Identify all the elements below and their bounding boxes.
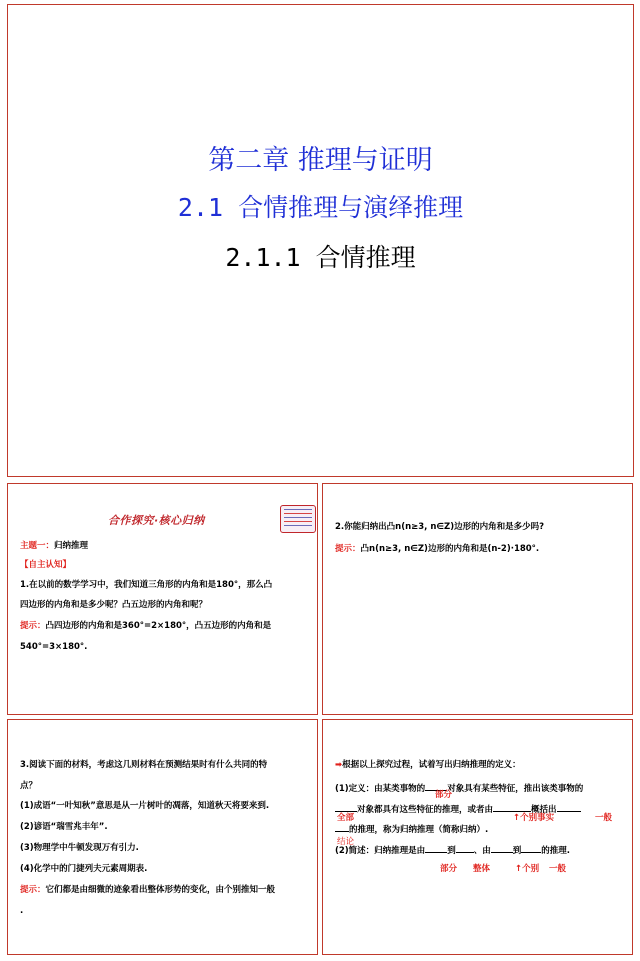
material-item-1: (1)成语“一叶知秋”意思是从一片树叶的凋落，知道秋天将要来到.	[20, 801, 270, 811]
answer-whole: 全部	[337, 813, 355, 823]
answer-individual-facts: ↑个别事实	[513, 813, 555, 823]
self-study-label: 【自主认知】	[20, 560, 72, 570]
hint-1-line-1: 提示：凸四边形的内角和是360°=2×180°，凸五边形的内角和是	[20, 621, 272, 631]
answer-brief-general: 一般	[549, 864, 567, 874]
answer-brief-individual: ↑个别	[515, 864, 540, 874]
section-title: 2.1 合情推理与演绎推理	[177, 193, 464, 222]
title-slide	[7, 4, 634, 477]
answer-general: 一般	[595, 813, 613, 823]
slide-definition	[322, 719, 633, 955]
hint-1-line-2: 540°=3×180°.	[20, 642, 88, 652]
decorative-badge-icon	[280, 505, 316, 533]
answer-part: 部分	[435, 790, 453, 800]
subsection-title: 2.1.1 合情推理	[225, 243, 416, 272]
question-2: 2.你能归纳出凸n(n≥3, n∈Z)边形的内角和是多少吗?	[335, 522, 545, 532]
chapter-title: 第二章 推理与证明	[208, 145, 433, 176]
definition-line-3: 的推理，称为归纳推理（简称归纳）.	[335, 822, 488, 836]
material-item-4: (4)化学中的门捷列夫元素周期表.	[20, 864, 148, 874]
question-1-line-2: 四边形的内角和是多少呢？凸五边形的内角和呢？	[20, 600, 208, 610]
hint-3-line-1: 提示：它们都是由细微的迹象看出整体形势的变化，由个别推知一般	[20, 885, 276, 895]
answer-brief-part: 部分	[440, 864, 458, 874]
question-3-line-1: 3.阅读下面的材料，考虑这几则材料在预测结果时有什么共同的特	[20, 760, 268, 770]
slide-question-three	[7, 719, 318, 955]
section-banner: 合作探究·核心归纳	[108, 514, 205, 527]
slide-topic-one	[7, 483, 318, 715]
question-3-line-2: 点？	[20, 781, 38, 791]
definition-line-1: (1)定义：由某类事物的 对象具有某些特征，推出该类事物的	[335, 781, 583, 795]
question-1-line-1: 1.在以前的数学学习中，我们知道三角形的内角和是180°，那么凸	[20, 580, 273, 590]
definition-line-2: 对象都具有这些特征的推理，或者由 概括出	[335, 802, 581, 816]
material-item-2: (2)谚语“瑞雪兆丰年”.	[20, 822, 108, 832]
topic-heading: 主题一：归纳推理	[20, 541, 89, 551]
hint-2: 提示：凸n(n≥3, n∈Z)边形的内角和是(n-2)·180°.	[335, 544, 540, 554]
brief-description: (2)简述：归纳推理是由 到 、由 到 的推理.	[335, 843, 570, 857]
definition-intro: ➡根据以上探究过程，试着写出归纳推理的定义：	[335, 760, 521, 770]
answer-brief-whole: 整体	[473, 864, 491, 874]
slide-question-two	[322, 483, 633, 715]
answer-conclusion: 结论	[337, 837, 355, 847]
material-item-3: (3)物理学中牛顿发现万有引力.	[20, 843, 139, 853]
hint-3-line-2: .	[20, 906, 24, 916]
